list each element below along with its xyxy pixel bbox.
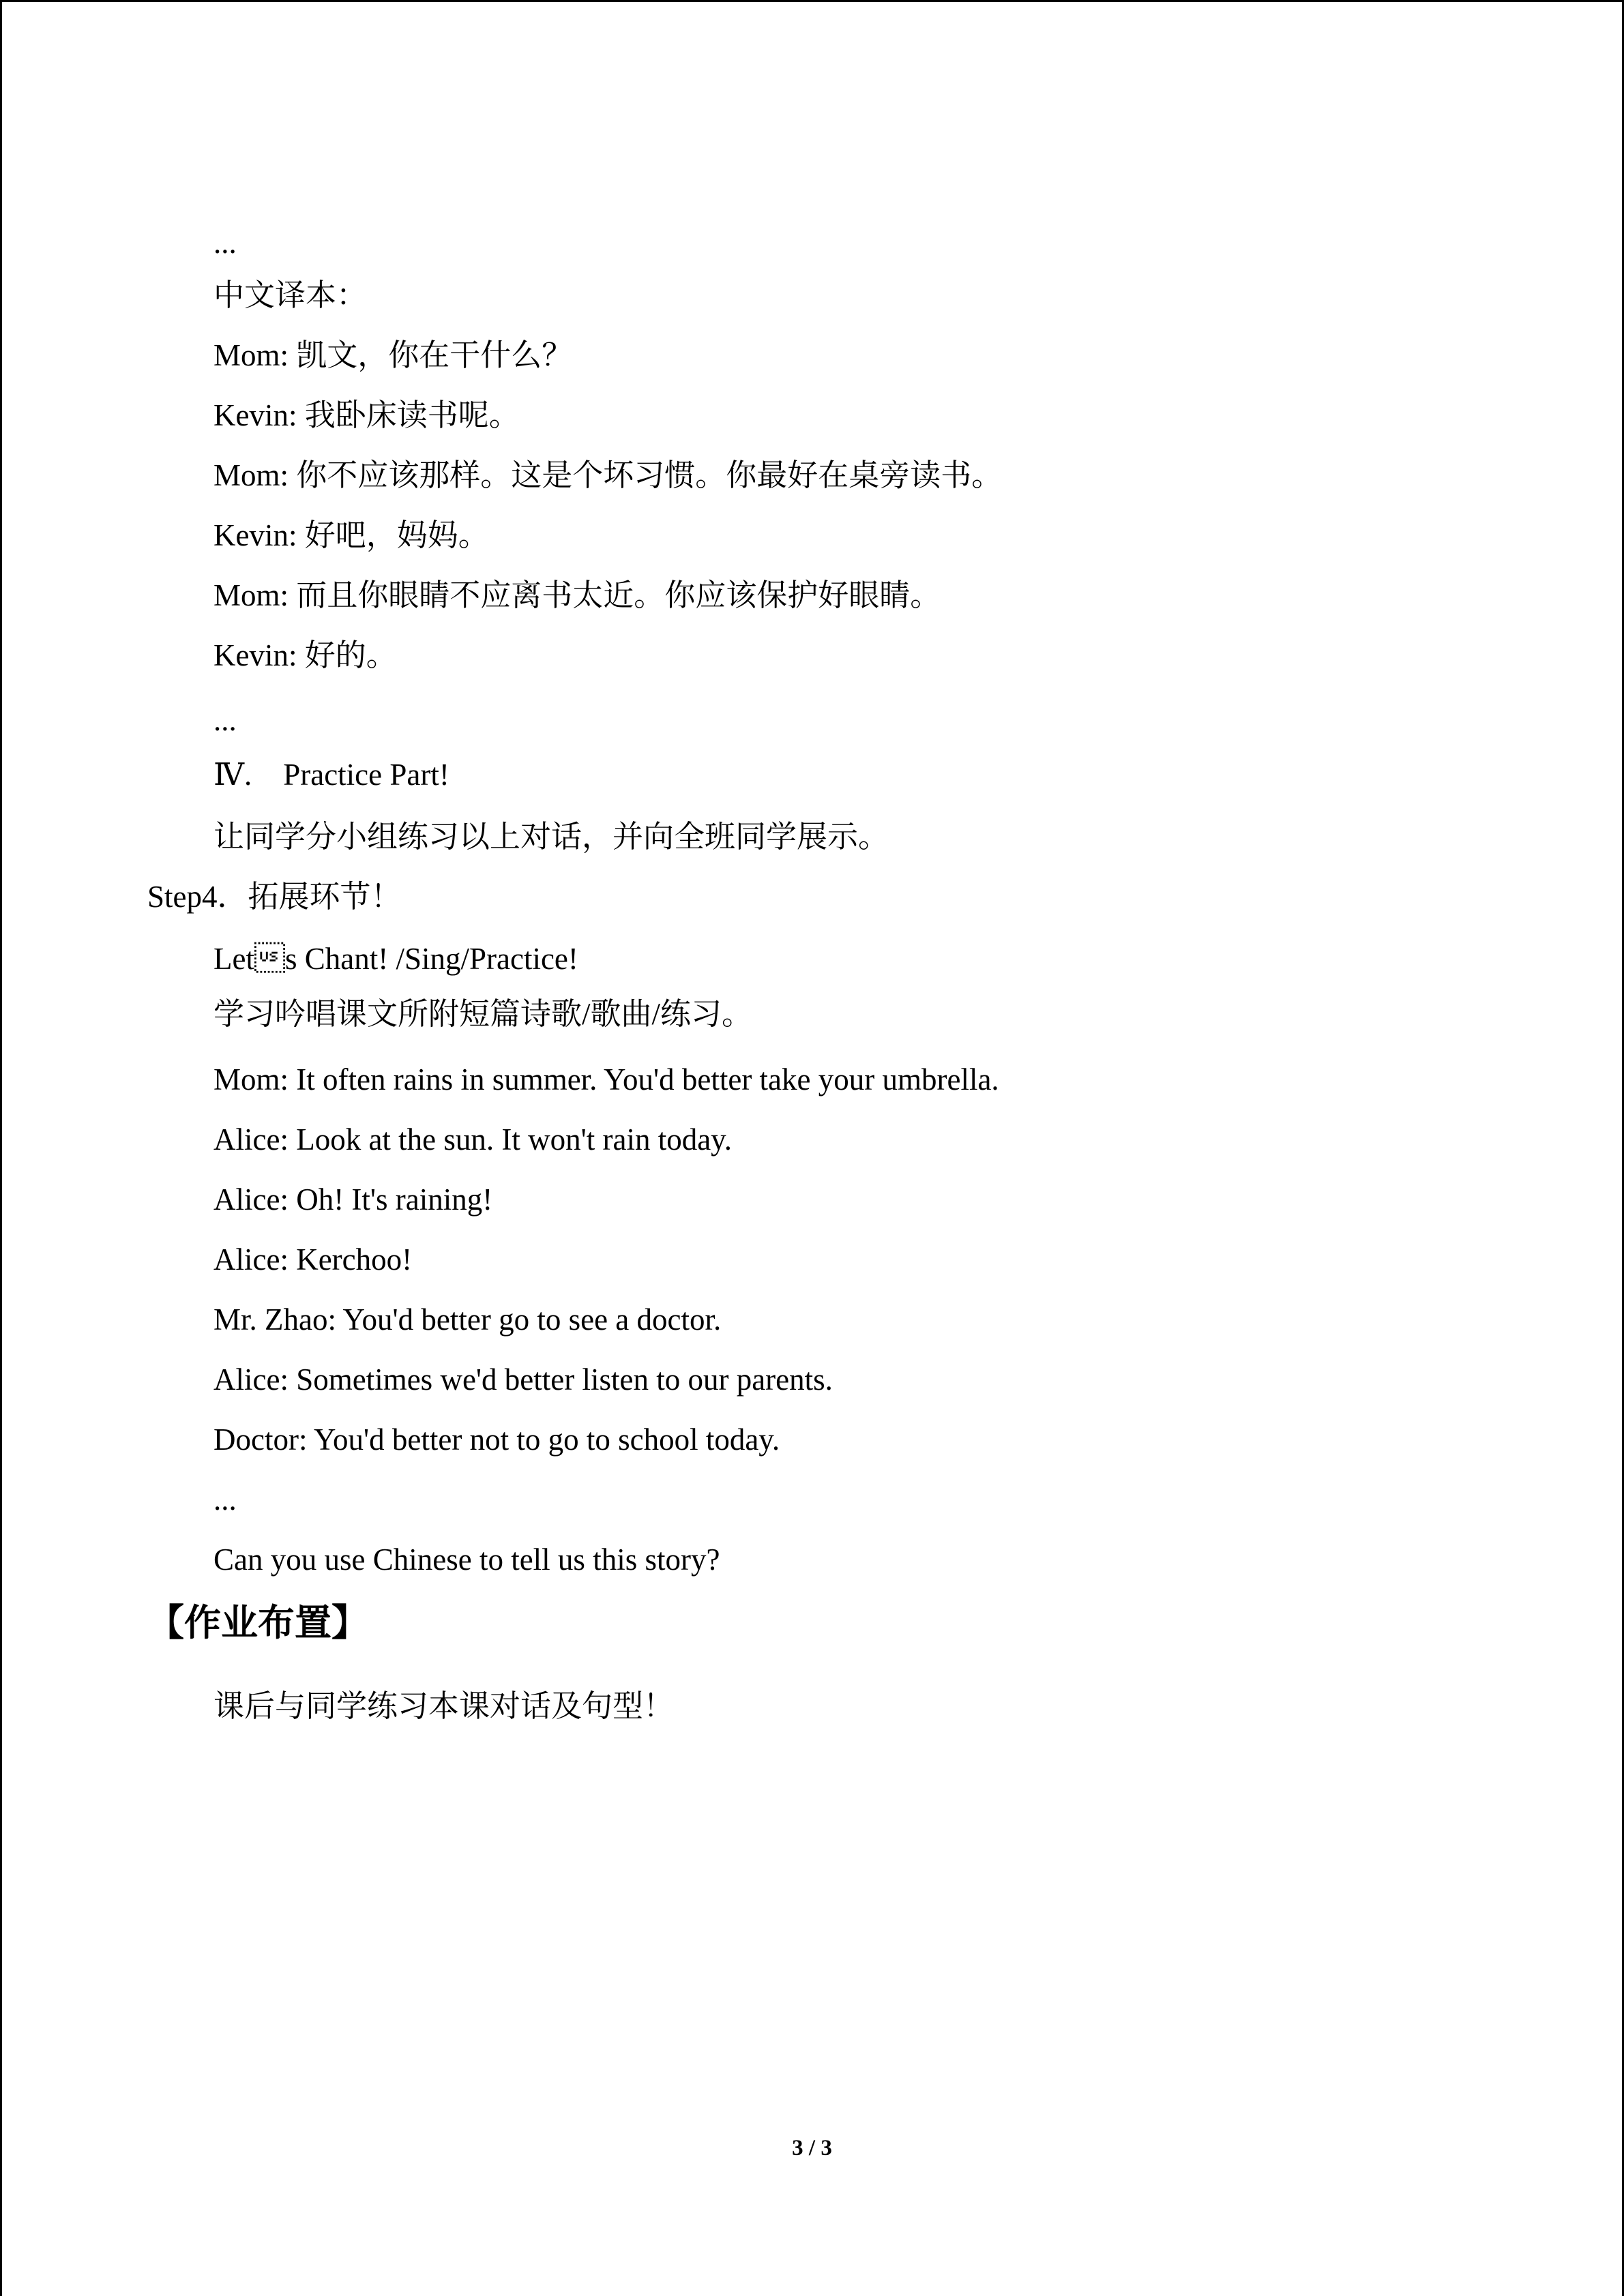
question-line: Can you use Chinese to tell us this story? [213, 1542, 720, 1577]
story-line: Alice: Oh! It's raining! [213, 1182, 493, 1217]
homework-heading: 【作业布置】 [147, 1601, 368, 1644]
story-line: Alice: Kerchoo! [213, 1242, 413, 1277]
dialogue-line-kevin-2: Kevin: 好吧，妈妈。 [213, 518, 489, 552]
story-line: Alice: Sometimes we'd better listen to our parents. [213, 1362, 833, 1397]
translation-label: 中文译本： [213, 278, 368, 312]
story-line: Mr. Zhao: You'd better go to see a doctor. [213, 1302, 722, 1337]
chant-instruction: 学习吟唱课文所附短篇诗歌/歌曲/练习。 [213, 997, 753, 1031]
roman-numeral: Ⅳ. [213, 758, 252, 792]
practice-title: Practice Part! [283, 758, 449, 792]
story-line: Doctor: You'd better not to go to school today. [213, 1422, 780, 1457]
dialogue-line-kevin-1: Kevin: 我卧床读书呢。 [213, 398, 520, 432]
dialogue-line-mom-3: Mom: 而且你眼睛不应离书太近。你应该保护好眼睛。 [213, 578, 941, 612]
ellipsis-line: ... [213, 703, 237, 737]
ellipsis-line: ... [213, 226, 237, 260]
practice-instruction: 让同学分小组练习以上对话，并向全班同学展示。 [213, 820, 889, 854]
dialogue-line-kevin-3: Kevin: 好的。 [213, 638, 397, 672]
chant-line: Let s Chant! /Sing/Practice! [213, 942, 578, 976]
page-number: 3 / 3 [792, 2136, 832, 2160]
homework-text: 课后与同学练习本课对话及句型！ [213, 1689, 675, 1723]
story-line: Mom: It often rains in summer. You'd better take your umbrella. [213, 1062, 999, 1097]
ellipsis-line: ... [213, 1482, 237, 1517]
practice-heading [213, 754, 449, 795]
dialogue-line-mom-1: Mom: 凯文，你在干什么？ [213, 338, 573, 372]
story-line: Alice: Look at the sun. It won't rain today. [213, 1122, 733, 1157]
step4-heading: Step4．拓展环节！ [147, 880, 402, 914]
dialogue-line-mom-2: Mom: 你不应该那样。这是个坏习惯。你最好在桌旁读书。 [213, 458, 1003, 492]
